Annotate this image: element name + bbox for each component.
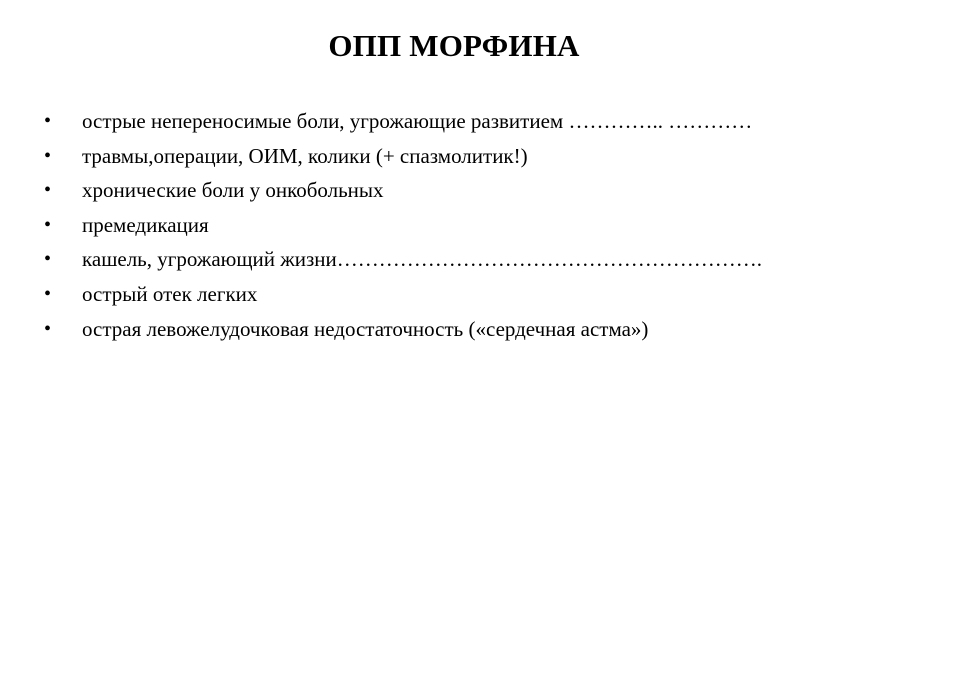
bullet-text: премедикация	[82, 212, 209, 237]
bullet-marker: •	[44, 317, 52, 340]
bullet-text: хронические боли у онкобольных	[82, 178, 384, 203]
bullet-marker: •	[44, 144, 52, 167]
bullet-item	[44, 242, 924, 277]
bullet-marker: •	[44, 213, 52, 236]
bullet-text: острые непереносимые боли, угрожающие развитием ………….. …………	[82, 109, 753, 133]
bullet-list	[44, 104, 924, 346]
slide-title: ОПП МОРФИНА	[328, 28, 580, 63]
bullet-item	[44, 173, 924, 208]
bullet-text: острая левожелудочковая недостаточность («сердечная астма»)	[82, 316, 649, 341]
bullet-item	[44, 139, 924, 174]
bullet-marker: •	[44, 110, 52, 132]
bullet-marker: •	[44, 179, 52, 202]
bullet-item	[44, 104, 924, 139]
bullet-text: кашель, угрожающий жизни…………………………………………………….	[82, 247, 763, 272]
bullet-marker: •	[44, 248, 52, 271]
bullet-marker: •	[44, 282, 52, 305]
bullet-item	[44, 208, 924, 243]
bullet-item	[44, 277, 924, 312]
bullet-text: острый отек легких	[82, 281, 258, 306]
bullet-text: травмы,операции, ОИМ, колики (+ спазмолитик!)	[82, 143, 528, 168]
bullet-item	[44, 312, 924, 347]
